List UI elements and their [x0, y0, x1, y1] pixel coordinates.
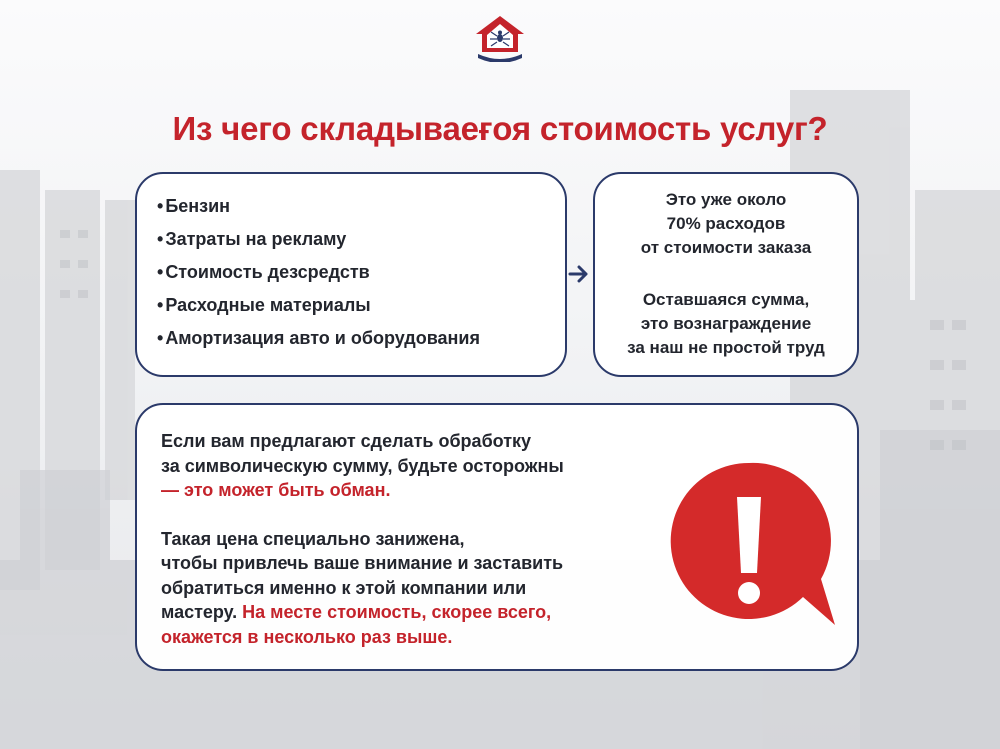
arrow-right-icon: [566, 261, 592, 287]
cost-items-card: [135, 172, 567, 377]
exclamation-bubble-icon: [653, 447, 845, 639]
list-item: • Стоимость дезсредств: [157, 262, 370, 282]
page-title: Из чего складываеғоя стоимость услуг?: [172, 110, 828, 147]
logo: [470, 14, 530, 62]
warning-card: [135, 403, 859, 671]
remaining-sum-note: Оставшаяся сумма, это вознаграждение за наш не простой труд: [627, 290, 825, 357]
cost-items-list: [157, 194, 480, 359]
warning-text: Если вам предлагают сделать обработку за символическую сумму, будьте осторожны — это может быть обман. Такая цена специально занижена, чтобы привлечь ваше внимание и заставить обратиться именно к этой компании или мастеру. На месте стоимость, скорее всего, окажется в несколько раз выше.: [161, 431, 564, 647]
list-item: • Затраты на рекламу: [157, 229, 347, 249]
house-spider-logo-icon: [470, 14, 530, 62]
expenses-share-note: Это уже около 70% расходов от стоимости заказа: [640, 190, 812, 257]
list-item: • Расходные материалы: [157, 295, 371, 315]
expenses-note-card: [593, 172, 859, 377]
list-item: • Амортизация авто и оборудования: [157, 328, 480, 348]
list-item: • Бензин: [157, 196, 231, 216]
